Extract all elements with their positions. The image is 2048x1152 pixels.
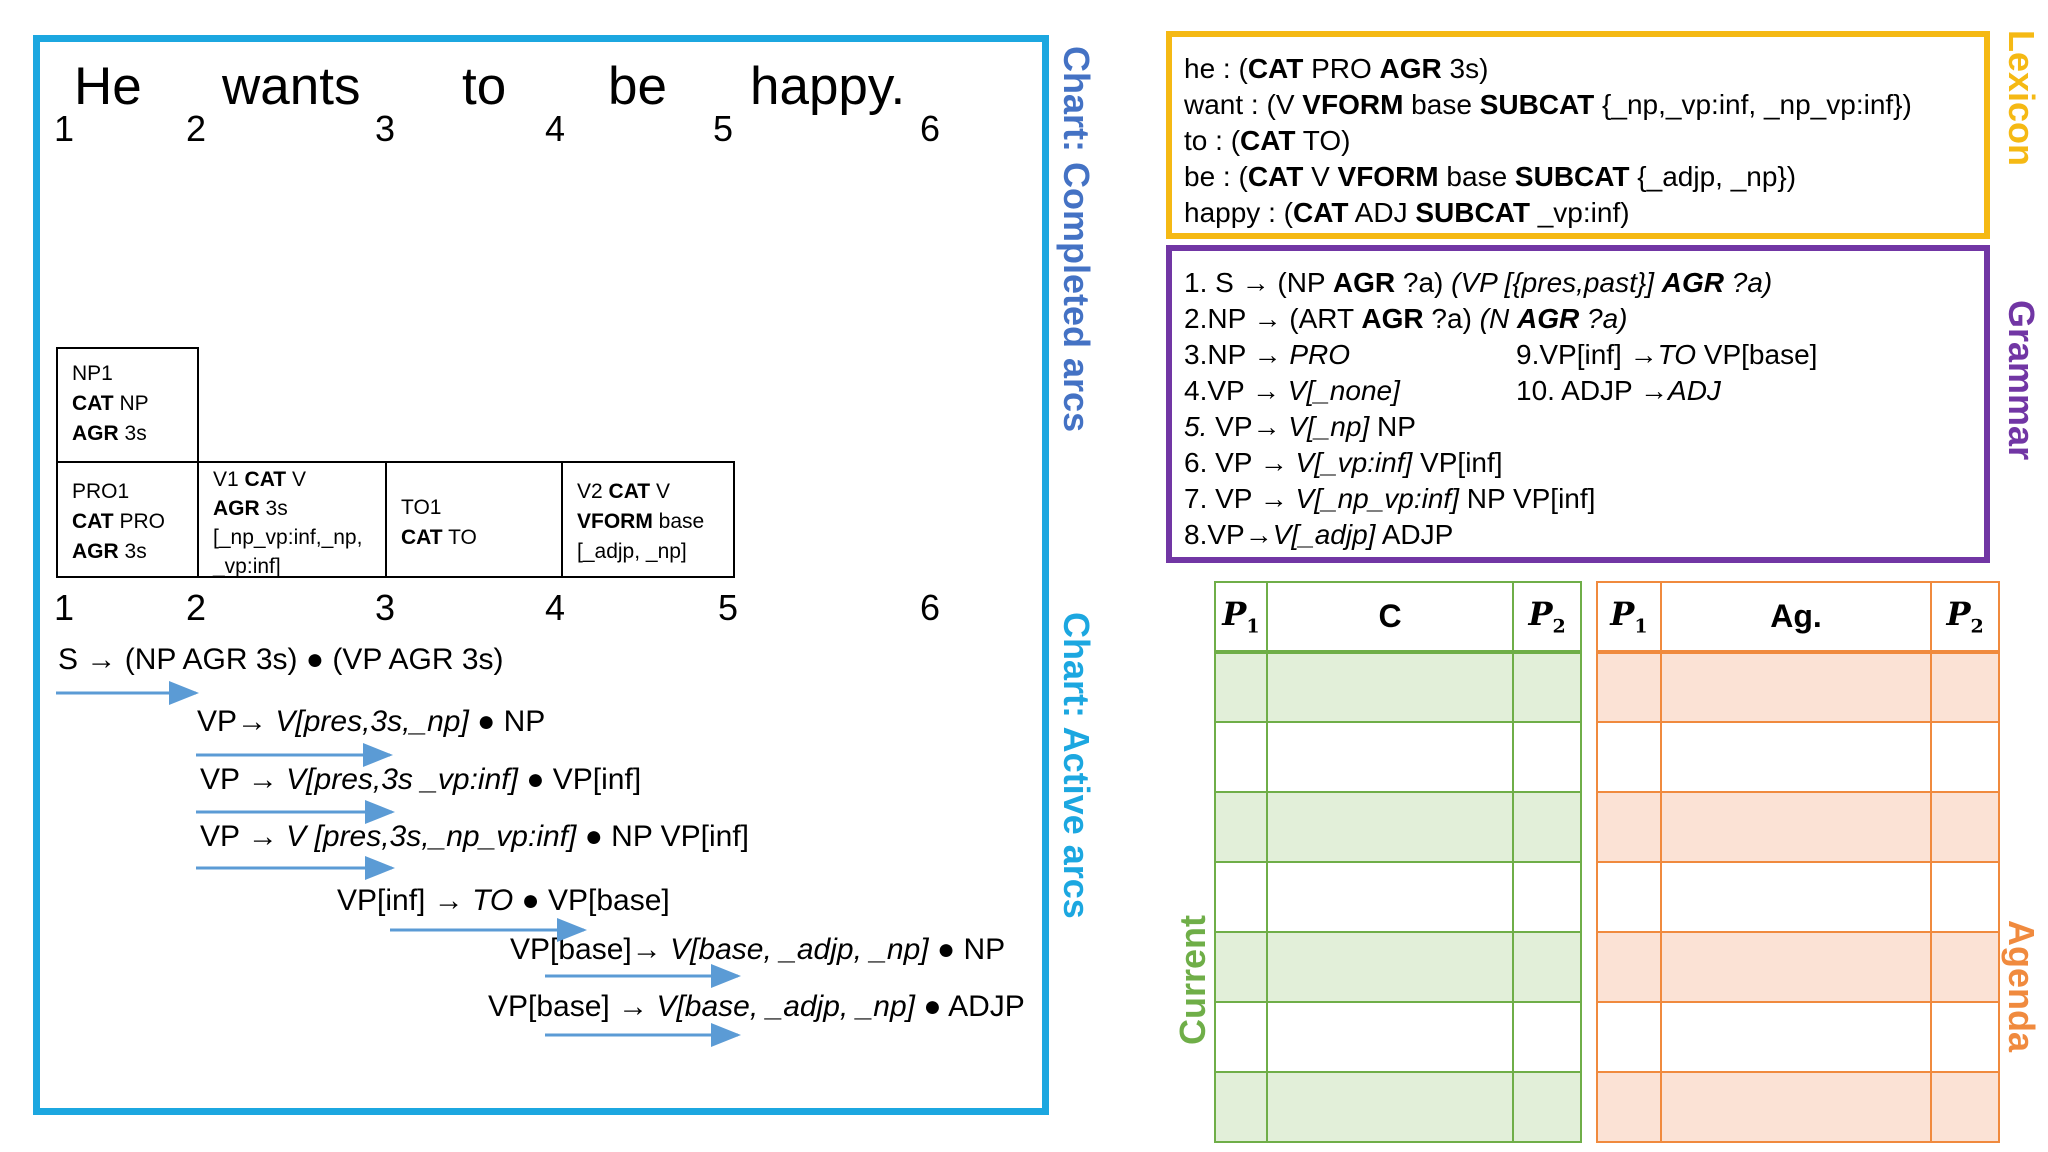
active-arc-6: VP[base]→ V[base, _adjp, _np] ● NP <box>510 933 1006 966</box>
current-label: Current <box>1172 914 1213 1045</box>
agenda-cell <box>1597 1072 1661 1142</box>
agenda-row <box>1597 862 1999 932</box>
current-cell <box>1267 792 1513 862</box>
grammar-rule-10: 10. ADJP →ADJ <box>1516 375 1721 406</box>
agenda-cell <box>1931 1002 1999 1072</box>
word-wants: wants <box>222 57 361 116</box>
agenda-cell <box>1597 792 1661 862</box>
agenda-cell <box>1931 932 1999 1002</box>
agenda-label: Agenda <box>2001 920 2042 1053</box>
agenda-cell <box>1597 652 1661 722</box>
lexicon-entry: to : (CAT TO) <box>1184 125 1351 156</box>
agenda-header-ag: Ag. <box>1661 582 1931 652</box>
arc-v1-line: [_np_vp:inf,_np, <box>213 526 363 549</box>
grammar-rule-7: 7. VP → V[_np_vp:inf] NP VP[inf] <box>1184 483 1596 514</box>
position-4: 4 <box>545 108 566 149</box>
arc-v2-head: V2 CAT V <box>577 480 670 503</box>
arc-pro1-line: CAT PRO <box>72 510 165 533</box>
agenda-cell <box>1931 722 1999 792</box>
lexicon-entry: be : (CAT V VFORM base SUBCAT {_adjp, _np}) <box>1184 161 1797 192</box>
current-row <box>1215 792 1581 862</box>
agenda-header-p2: $P_2$ <box>1931 582 1999 652</box>
current-cell <box>1267 652 1513 722</box>
current-cell <box>1267 722 1513 792</box>
agenda-cell <box>1661 722 1931 792</box>
agenda-row <box>1597 932 1999 1002</box>
word-to: to <box>462 57 507 116</box>
position-5: 5 <box>713 108 734 149</box>
agenda-cell <box>1661 1072 1931 1142</box>
agenda-cell <box>1931 792 1999 862</box>
position-6-lower: 6 <box>920 587 941 628</box>
arc-np1-line: AGR 3s <box>72 422 147 445</box>
position-1: 1 <box>54 108 75 149</box>
current-cell <box>1267 932 1513 1002</box>
arc-pro1-line: AGR 3s <box>72 540 147 563</box>
grammar-rule-8: 8.VP→V[_adjp] ADJP <box>1184 519 1454 550</box>
position-2-lower: 2 <box>186 587 207 628</box>
agenda-cell <box>1661 932 1931 1002</box>
lexicon-entry: happy : (CAT ADJ SUBCAT _vp:inf) <box>1184 197 1630 228</box>
current-header-p2: $P_2$ <box>1513 582 1581 652</box>
active-arc-5: VP[inf] → TO ● VP[base] <box>337 884 670 917</box>
current-cell <box>1215 722 1267 792</box>
current-cell <box>1267 1072 1513 1142</box>
agenda-row <box>1597 1072 1999 1142</box>
active-arc-3: VP → V[pres,3s _vp:inf] ● VP[inf] <box>200 763 642 796</box>
current-row <box>1215 862 1581 932</box>
word-be: be <box>608 57 667 116</box>
position-2: 2 <box>186 108 207 149</box>
agenda-cell <box>1597 932 1661 1002</box>
current-cell <box>1267 1002 1513 1072</box>
agenda-table <box>1596 581 2000 1143</box>
current-cell <box>1215 932 1267 1002</box>
grammar-rule-5: 5. VP→ V[_np] NP <box>1184 411 1416 442</box>
agenda-header-row <box>1597 582 1999 652</box>
current-header-c: C <box>1267 582 1513 652</box>
position-1-lower: 1 <box>54 587 75 628</box>
current-cell <box>1513 792 1581 862</box>
active-arc-7: VP[base] → V[base, _adjp, _np] ● ADJP <box>488 990 1025 1023</box>
lexicon-panel <box>1166 31 1990 239</box>
active-arc-2: VP→ V[pres,3s,_np] ● NP <box>197 705 546 738</box>
arc-v1-head: V1 CAT V <box>213 468 306 491</box>
agenda-cell <box>1931 862 1999 932</box>
current-row <box>1215 1072 1581 1142</box>
grammar-rule-9: 9.VP[inf] →TO VP[base] <box>1516 339 1818 370</box>
agenda-row <box>1597 792 1999 862</box>
current-cell <box>1267 862 1513 932</box>
arc-v1-line: AGR 3s <box>213 497 288 520</box>
lexicon-entry: want : (V VFORM base SUBCAT {_np,_vp:inf, _np_vp:inf}) <box>1184 89 1912 120</box>
arc-pro1-name: PRO1 <box>72 480 130 503</box>
current-cell <box>1215 1072 1267 1142</box>
current-cell <box>1215 792 1267 862</box>
current-row <box>1215 652 1581 722</box>
grammar-label: Grammar <box>2001 300 2042 461</box>
agenda-cell <box>1597 1002 1661 1072</box>
arc-to1-name: TO1 <box>401 496 442 519</box>
agenda-row <box>1597 722 1999 792</box>
agenda-header-p1: $P_1$ <box>1597 582 1661 652</box>
agenda-cell <box>1661 652 1931 722</box>
current-cell <box>1215 1002 1267 1072</box>
agenda-cell <box>1661 862 1931 932</box>
current-cell <box>1513 652 1581 722</box>
current-cell <box>1513 862 1581 932</box>
active-arc-1: S → (NP AGR 3s) ● (VP AGR 3s) <box>58 643 504 676</box>
current-cell <box>1513 1002 1581 1072</box>
agenda-cell <box>1931 1072 1999 1142</box>
arc-v1-line: _vp:inf] <box>213 555 281 578</box>
word-he: He <box>74 57 142 116</box>
grammar-panel <box>1166 245 1990 563</box>
agenda-row <box>1597 1002 1999 1072</box>
current-cell <box>1215 862 1267 932</box>
arc-v2-line: [_adjp, _np] <box>577 540 687 563</box>
agenda-cell <box>1661 792 1931 862</box>
current-cell <box>1215 652 1267 722</box>
current-cell <box>1513 1072 1581 1142</box>
grammar-rule-3: 3.NP → PRO <box>1184 339 1350 370</box>
current-row <box>1215 722 1581 792</box>
position-6: 6 <box>920 108 941 149</box>
current-row <box>1215 932 1581 1002</box>
grammar-rule-1: 1. S → (NP AGR ?a) (VP [{pres,past}] AGR ?a) <box>1184 267 1773 298</box>
arc-np1-line: CAT NP <box>72 392 149 415</box>
current-header-p1: $P_1$ <box>1215 582 1267 652</box>
active-arc-4: VP → V [pres,3s,_np_vp:inf] ● NP VP[inf] <box>200 820 749 853</box>
grammar-rule-4: 4.VP → V[_none] <box>1184 375 1400 406</box>
lexicon-entry: he : (CAT PRO AGR 3s) <box>1184 53 1489 84</box>
arc-v2-line: VFORM base <box>577 510 705 533</box>
agenda-cell <box>1597 722 1661 792</box>
agenda-cell <box>1931 652 1999 722</box>
grammar-rule-2: 2.NP → (ART AGR ?a) (N AGR ?a) <box>1184 303 1628 334</box>
position-3: 3 <box>375 108 396 149</box>
agenda-cell <box>1661 1002 1931 1072</box>
arc-to1-line: CAT TO <box>401 526 477 549</box>
agenda-cell <box>1597 862 1661 932</box>
active-arcs-label: Chart: Active arcs <box>1056 612 1097 919</box>
word-happy: happy. <box>750 57 906 116</box>
agenda-row <box>1597 652 1999 722</box>
current-header-row <box>1215 582 1581 652</box>
current-cell <box>1513 722 1581 792</box>
current-cell <box>1513 932 1581 1002</box>
current-table <box>1214 581 1582 1143</box>
current-row <box>1215 1002 1581 1072</box>
completed-arcs-label: Chart: Completed arcs <box>1056 46 1097 433</box>
grammar-rule-6: 6. VP → V[_vp:inf] VP[inf] <box>1184 447 1503 478</box>
arc-np1-name: NP1 <box>72 362 113 385</box>
position-4-lower: 4 <box>545 587 566 628</box>
position-3-lower: 3 <box>375 587 396 628</box>
position-5-lower: 5 <box>718 587 739 628</box>
lexicon-label: Lexicon <box>2001 30 2042 167</box>
